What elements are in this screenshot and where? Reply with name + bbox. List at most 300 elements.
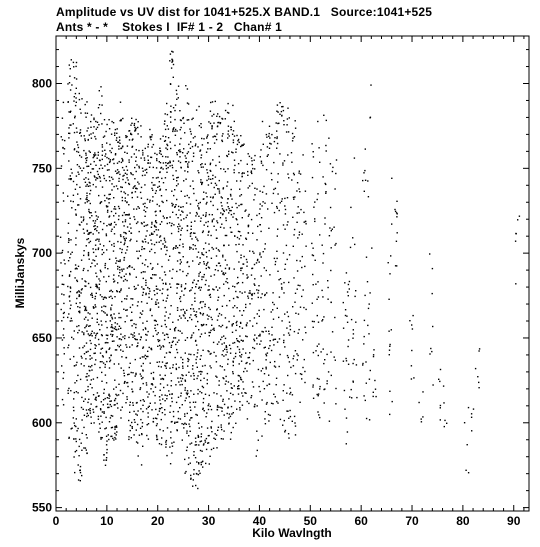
- data-point: [109, 357, 110, 358]
- data-point: [69, 276, 70, 277]
- data-point: [70, 305, 71, 306]
- data-point: [354, 157, 355, 158]
- data-point: [76, 362, 77, 363]
- y-tick-label: 550: [31, 500, 52, 515]
- data-point: [80, 480, 81, 481]
- data-point: [160, 162, 161, 163]
- data-point: [201, 392, 202, 393]
- data-point: [156, 304, 157, 305]
- data-point: [176, 90, 177, 91]
- data-point: [247, 418, 248, 419]
- data-point: [119, 267, 120, 268]
- data-point: [111, 436, 112, 437]
- data-point: [519, 216, 520, 217]
- data-point: [327, 299, 328, 300]
- data-point: [125, 273, 126, 274]
- data-point: [228, 321, 229, 322]
- data-point: [159, 345, 160, 346]
- data-point: [106, 452, 107, 453]
- data-point: [190, 407, 191, 408]
- data-point: [216, 229, 217, 230]
- data-point: [245, 352, 246, 353]
- data-point: [85, 177, 86, 178]
- data-point: [171, 442, 172, 443]
- data-point: [222, 401, 223, 402]
- data-point: [107, 211, 108, 212]
- data-point: [185, 283, 186, 284]
- data-point: [64, 312, 65, 313]
- data-point: [133, 188, 134, 189]
- data-point: [211, 317, 212, 318]
- data-point: [256, 215, 257, 216]
- data-point: [264, 203, 265, 204]
- data-point: [216, 361, 217, 362]
- data-point: [95, 121, 96, 122]
- x-axis-label: Kilo Wavlngth: [252, 526, 332, 540]
- data-point: [179, 245, 180, 246]
- data-point: [259, 334, 260, 335]
- data-point: [106, 436, 107, 437]
- data-point: [84, 327, 85, 328]
- data-point: [89, 185, 90, 186]
- data-point: [64, 148, 65, 149]
- data-point: [70, 89, 71, 90]
- data-point: [315, 260, 316, 261]
- data-point: [145, 259, 146, 260]
- data-point: [139, 231, 140, 232]
- data-point: [198, 273, 199, 274]
- data-point: [212, 159, 213, 160]
- data-point: [232, 325, 233, 326]
- data-point: [84, 306, 85, 307]
- data-point: [243, 371, 244, 372]
- data-point: [69, 82, 70, 83]
- data-point: [168, 137, 169, 138]
- data-point: [211, 258, 212, 259]
- data-point: [193, 311, 194, 312]
- data-point: [127, 267, 128, 268]
- data-point: [248, 297, 249, 298]
- data-point: [197, 170, 198, 171]
- data-point: [198, 203, 199, 204]
- data-point: [147, 396, 148, 397]
- data-point: [60, 237, 61, 238]
- data-point: [88, 209, 89, 210]
- data-point: [108, 398, 109, 399]
- data-point: [114, 363, 115, 364]
- data-point: [100, 271, 101, 272]
- data-point: [257, 226, 258, 227]
- data-point: [364, 191, 365, 192]
- data-point: [196, 473, 197, 474]
- data-point: [154, 231, 155, 232]
- data-point: [267, 156, 268, 157]
- data-point: [232, 216, 233, 217]
- data-point: [111, 229, 112, 230]
- data-point: [222, 273, 223, 274]
- data-point: [276, 111, 277, 112]
- data-point: [88, 399, 89, 400]
- data-point: [71, 337, 72, 338]
- data-point: [264, 388, 265, 389]
- data-point: [98, 195, 99, 196]
- data-point: [176, 293, 177, 294]
- data-point: [81, 156, 82, 157]
- data-point: [328, 371, 329, 372]
- data-point: [256, 343, 257, 344]
- data-point: [208, 307, 209, 308]
- data-point: [327, 280, 328, 281]
- data-point: [239, 238, 240, 239]
- data-point: [156, 154, 157, 155]
- data-point: [174, 189, 175, 190]
- data-point: [78, 152, 79, 153]
- data-point: [97, 219, 98, 220]
- data-point: [99, 104, 100, 105]
- data-point: [91, 333, 92, 334]
- data-point: [388, 262, 389, 263]
- data-point: [141, 301, 142, 302]
- data-point: [140, 255, 141, 256]
- data-point: [113, 163, 114, 164]
- data-point: [190, 314, 191, 315]
- data-point: [166, 217, 167, 218]
- data-point: [176, 422, 177, 423]
- data-point: [213, 438, 214, 439]
- data-point: [282, 198, 283, 199]
- data-point: [86, 157, 87, 158]
- data-point: [301, 267, 302, 268]
- data-point: [161, 444, 162, 445]
- data-point: [207, 262, 208, 263]
- data-point: [153, 377, 154, 378]
- data-point: [226, 264, 227, 265]
- data-point: [148, 293, 149, 294]
- data-point: [225, 268, 226, 269]
- data-point: [144, 264, 145, 265]
- data-point: [101, 334, 102, 335]
- data-point: [109, 361, 110, 362]
- data-point: [200, 441, 201, 442]
- data-point: [110, 159, 111, 160]
- data-point: [198, 437, 199, 438]
- data-point: [225, 376, 226, 377]
- data-point: [62, 399, 63, 400]
- data-point: [106, 206, 107, 207]
- data-point: [126, 295, 127, 296]
- data-point: [179, 407, 180, 408]
- data-point: [130, 298, 131, 299]
- data-point: [155, 193, 156, 194]
- data-point: [203, 398, 204, 399]
- data-point: [142, 356, 143, 357]
- data-point: [140, 192, 141, 193]
- data-point: [297, 182, 298, 183]
- data-point: [84, 233, 85, 234]
- data-point: [165, 375, 166, 376]
- data-point: [126, 238, 127, 239]
- data-point: [125, 402, 126, 403]
- data-point: [314, 221, 315, 222]
- data-point: [216, 133, 217, 134]
- data-point: [355, 322, 356, 323]
- data-point: [203, 254, 204, 255]
- data-point: [162, 279, 163, 280]
- data-point: [135, 119, 136, 120]
- data-point: [93, 252, 94, 253]
- data-point: [291, 162, 292, 163]
- data-point: [287, 259, 288, 260]
- data-point: [165, 444, 166, 445]
- data-point: [92, 331, 93, 332]
- data-point: [168, 390, 169, 391]
- data-point: [113, 439, 114, 440]
- data-point: [156, 439, 157, 440]
- data-point: [172, 367, 173, 368]
- data-point: [86, 342, 87, 343]
- data-point: [220, 265, 221, 266]
- data-point: [108, 439, 109, 440]
- data-point: [397, 232, 398, 233]
- data-point: [324, 223, 325, 224]
- data-point: [81, 475, 82, 476]
- data-point: [130, 232, 131, 233]
- data-point: [166, 103, 167, 104]
- data-point: [151, 269, 152, 270]
- data-point: [143, 271, 144, 272]
- data-point: [119, 137, 120, 138]
- data-point: [150, 310, 151, 311]
- data-point: [351, 397, 352, 398]
- data-point: [117, 407, 118, 408]
- data-point: [105, 267, 106, 268]
- data-point: [269, 133, 270, 134]
- data-point: [443, 385, 444, 386]
- data-point: [226, 327, 227, 328]
- data-point: [391, 329, 392, 330]
- data-point: [165, 177, 166, 178]
- data-point: [259, 261, 260, 262]
- data-point: [297, 355, 298, 356]
- data-point: [125, 200, 126, 201]
- data-point: [242, 273, 243, 274]
- data-point: [188, 423, 189, 424]
- data-point: [181, 393, 182, 394]
- data-point: [293, 246, 294, 247]
- data-point: [471, 430, 472, 431]
- data-point: [288, 131, 289, 132]
- data-point: [123, 170, 124, 171]
- data-point: [256, 323, 257, 324]
- data-point: [251, 298, 252, 299]
- data-point: [93, 118, 94, 119]
- data-point: [232, 394, 233, 395]
- data-point: [412, 328, 413, 329]
- data-point: [74, 277, 75, 278]
- data-point: [126, 315, 127, 316]
- data-point: [304, 371, 305, 372]
- data-point: [231, 151, 232, 152]
- data-point: [117, 403, 118, 404]
- data-point: [88, 166, 89, 167]
- data-point: [159, 190, 160, 191]
- data-point: [324, 402, 325, 403]
- data-point: [188, 161, 189, 162]
- data-point: [143, 399, 144, 400]
- data-point: [108, 158, 109, 159]
- data-point: [242, 381, 243, 382]
- data-point: [151, 222, 152, 223]
- data-point: [198, 106, 199, 107]
- data-point: [254, 160, 255, 161]
- data-point: [289, 334, 290, 335]
- data-point: [171, 191, 172, 192]
- data-point: [93, 184, 94, 185]
- data-point: [209, 456, 210, 457]
- data-point: [288, 418, 289, 419]
- data-point: [183, 315, 184, 316]
- data-point: [116, 387, 117, 388]
- data-point: [113, 122, 114, 123]
- data-point: [225, 273, 226, 274]
- data-point: [220, 395, 221, 396]
- data-point: [190, 337, 191, 338]
- data-point: [473, 408, 474, 409]
- data-point: [213, 248, 214, 249]
- data-point: [90, 164, 91, 165]
- data-point: [107, 404, 108, 405]
- data-point: [83, 409, 84, 410]
- data-point: [214, 187, 215, 188]
- data-point: [181, 286, 182, 287]
- data-point: [181, 211, 182, 212]
- data-point: [208, 442, 209, 443]
- data-point: [300, 307, 301, 308]
- data-point: [129, 404, 130, 405]
- data-point: [235, 244, 236, 245]
- data-point: [352, 237, 353, 238]
- data-point: [64, 353, 65, 354]
- data-point: [153, 379, 154, 380]
- data-point: [142, 168, 143, 169]
- data-point: [293, 197, 294, 198]
- data-point: [171, 223, 172, 224]
- data-point: [243, 145, 244, 146]
- data-point: [86, 239, 87, 240]
- data-point: [118, 328, 119, 329]
- data-point: [159, 410, 160, 411]
- data-point: [270, 143, 271, 144]
- data-point: [277, 193, 278, 194]
- data-point: [178, 177, 179, 178]
- data-point: [168, 337, 169, 338]
- data-point: [260, 203, 261, 204]
- data-point: [273, 162, 274, 163]
- data-point: [146, 169, 147, 170]
- data-point: [129, 162, 130, 163]
- data-point: [162, 412, 163, 413]
- data-point: [120, 409, 121, 410]
- data-point: [137, 285, 138, 286]
- data-point: [236, 219, 237, 220]
- data-point: [258, 335, 259, 336]
- data-point: [187, 195, 188, 196]
- data-point: [215, 194, 216, 195]
- data-point: [183, 309, 184, 310]
- data-point: [68, 111, 69, 112]
- data-point: [276, 130, 277, 131]
- data-point: [105, 398, 106, 399]
- data-point: [318, 343, 319, 344]
- data-point: [195, 326, 196, 327]
- data-point: [89, 217, 90, 218]
- data-point: [146, 334, 147, 335]
- data-point: [83, 334, 84, 335]
- data-point: [205, 441, 206, 442]
- data-point: [179, 269, 180, 270]
- data-point: [156, 158, 157, 159]
- data-point: [102, 144, 103, 145]
- data-point: [240, 257, 241, 258]
- data-point: [142, 154, 143, 155]
- data-point: [201, 252, 202, 253]
- data-point: [354, 359, 355, 360]
- data-point: [150, 240, 151, 241]
- data-point: [468, 472, 469, 473]
- data-point: [181, 290, 182, 291]
- data-point: [159, 361, 160, 362]
- data-point: [179, 149, 180, 150]
- data-point: [208, 178, 209, 179]
- data-point: [322, 319, 323, 320]
- data-point: [256, 289, 257, 290]
- data-point: [86, 449, 87, 450]
- data-point: [124, 276, 125, 277]
- data-point: [90, 412, 91, 413]
- data-point: [256, 337, 257, 338]
- data-point: [367, 325, 368, 326]
- data-point: [225, 110, 226, 111]
- data-point: [158, 366, 159, 367]
- data-point: [177, 226, 178, 227]
- data-point: [200, 272, 201, 273]
- data-point: [233, 427, 234, 428]
- data-point: [165, 241, 166, 242]
- data-point: [331, 247, 332, 248]
- data-point: [225, 235, 226, 236]
- data-point: [130, 125, 131, 126]
- data-point: [268, 414, 269, 415]
- data-point: [202, 386, 203, 387]
- data-point: [68, 242, 69, 243]
- data-point: [106, 157, 107, 158]
- data-point: [145, 225, 146, 226]
- data-point: [128, 337, 129, 338]
- data-point: [121, 191, 122, 192]
- data-point: [140, 312, 141, 313]
- data-point: [114, 427, 115, 428]
- data-point: [363, 172, 364, 173]
- data-point: [71, 59, 72, 60]
- data-point: [130, 172, 131, 173]
- data-point: [122, 187, 123, 188]
- data-point: [74, 77, 75, 78]
- data-point: [132, 139, 133, 140]
- data-point: [118, 313, 119, 314]
- data-point: [219, 162, 220, 163]
- data-point: [109, 367, 110, 368]
- data-point: [95, 186, 96, 187]
